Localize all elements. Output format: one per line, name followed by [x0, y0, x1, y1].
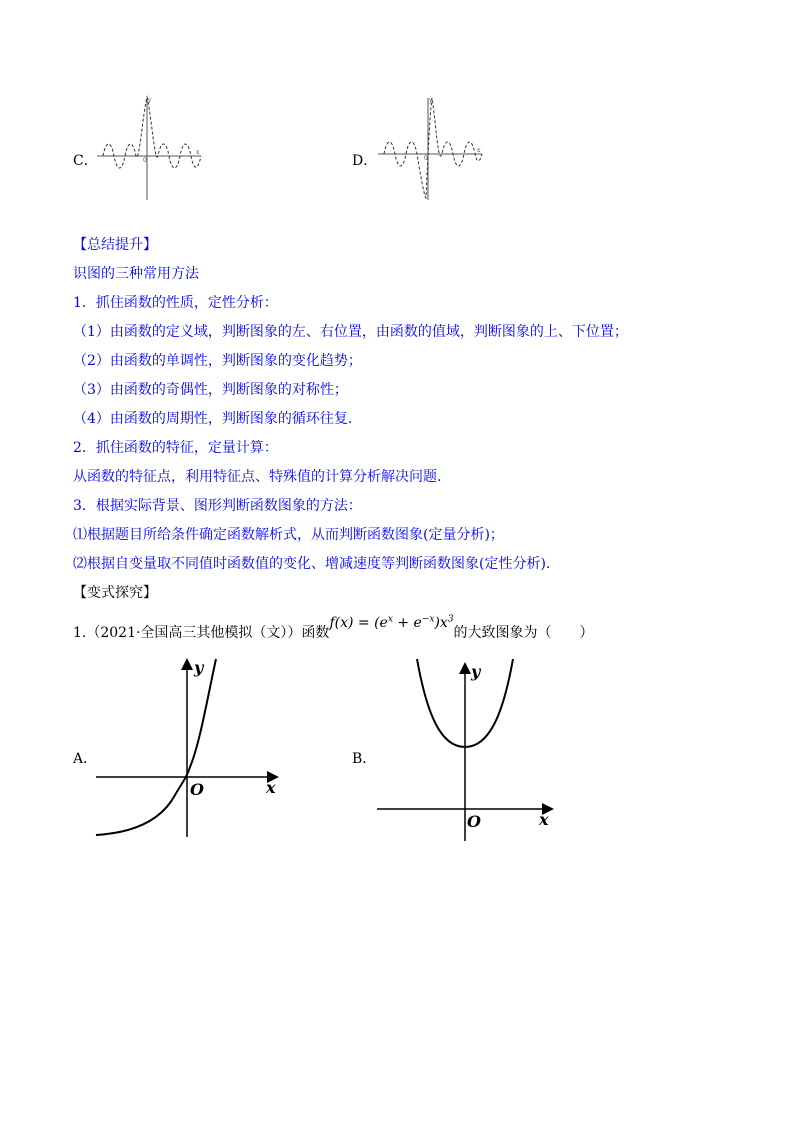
- origin-label: 0: [143, 157, 147, 164]
- option-d-label: D．: [352, 153, 378, 169]
- origin-label: 0: [424, 155, 428, 162]
- y-axis-label: y: [471, 662, 481, 681]
- origin-label: O: [190, 780, 204, 799]
- summary-sub-3: （3）由函数的奇偶性，判断图象的对称性；: [73, 382, 348, 398]
- summary-sub-1: （1）由函数的定义域，判断图象的左、右位置，由函数的值域，判断图象的上、下位置；: [73, 324, 628, 340]
- summary-sub-2: （2）由函数的单调性，判断图象的变化趋势；: [73, 353, 362, 369]
- origin-label: O: [467, 812, 481, 831]
- summary-sub-4: （4）由函数的周期性，判断图象的循环往复.: [73, 411, 353, 427]
- x-axis-label: x: [266, 778, 276, 797]
- graph-curve: [96, 659, 216, 835]
- question-prefix: 1.（2021·全国高三其他模拟（文））函数: [73, 625, 330, 641]
- summary-point-2-text: 从函数的特征点，利用特征点、特殊值的计算分析解决问题.: [73, 469, 442, 485]
- summary-point-2: 2．抓住函数的特征，定量计算：: [73, 440, 278, 456]
- option-c-graph: [95, 92, 205, 202]
- y-label: y: [429, 97, 433, 104]
- graph-curve: [103, 97, 201, 168]
- question-suffix: 的大致图象为（ ）: [453, 625, 594, 641]
- option-b-label: B．: [352, 751, 377, 767]
- summary-heading: 【总结提升】: [73, 237, 157, 253]
- option-a-label: A．: [73, 751, 98, 767]
- x-label: x: [196, 149, 200, 156]
- y-axis-label: y: [194, 658, 204, 677]
- x-axis-label: x: [539, 810, 549, 829]
- question-line: [73, 614, 594, 642]
- graph-curve: [384, 98, 482, 198]
- summary-sub-5: ⑴根据题目所给条件确定函数解析式，从而判断函数图象(定量分析)；: [73, 527, 504, 543]
- formula: $f(x) = (e^x + e^{-x})x^3$: [329, 614, 454, 631]
- option-b-graph: [375, 655, 575, 845]
- summary-point-1: 1．抓住函数的性质，定性分析：: [73, 295, 278, 311]
- variant-heading: 【变式探究】: [73, 585, 157, 601]
- summary-intro: 识图的三种常用方法: [73, 266, 199, 282]
- summary-sub-6: ⑵根据自变量取不同值时函数值的变化、增减速度等判断函数图象(定性分析).: [73, 556, 551, 572]
- y-label: y: [148, 97, 152, 104]
- option-d-graph: [376, 92, 486, 202]
- option-a-graph: [90, 655, 290, 845]
- summary-point-3: 3．根据实际背景、图形判断函数图象的方法：: [73, 498, 362, 514]
- option-c-label: C．: [73, 153, 98, 169]
- x-label: x: [477, 147, 481, 154]
